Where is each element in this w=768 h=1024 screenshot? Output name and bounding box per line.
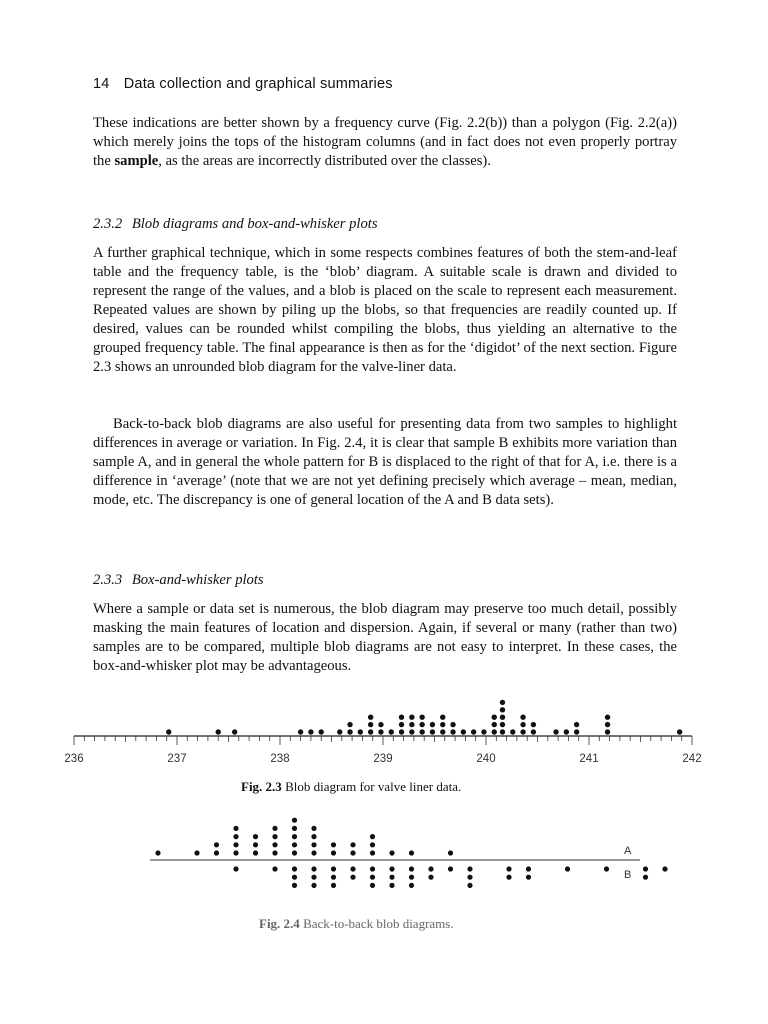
blob-sample-a bbox=[233, 850, 238, 855]
blob-sample-b bbox=[604, 866, 609, 871]
blob-sample-b bbox=[311, 866, 316, 871]
blob-sample-a bbox=[409, 850, 414, 855]
blob-sample-b bbox=[292, 875, 297, 880]
tick-label: 237 bbox=[167, 753, 187, 765]
blob-sample-a bbox=[292, 842, 297, 847]
figure-caption-2-3 bbox=[241, 779, 461, 795]
data-blob bbox=[358, 729, 363, 734]
tick-label: 242 bbox=[682, 753, 702, 765]
blob-sample-b bbox=[233, 866, 238, 871]
data-blob bbox=[450, 729, 455, 734]
blob-sample-b bbox=[409, 883, 414, 888]
bold-term-sample: sample bbox=[114, 153, 159, 169]
blob-sample-b bbox=[292, 866, 297, 871]
blob-sample-b bbox=[370, 866, 375, 871]
data-blob bbox=[492, 715, 497, 720]
series-label-a: A bbox=[624, 845, 632, 857]
data-blob bbox=[531, 722, 536, 727]
data-blob bbox=[450, 722, 455, 727]
blob-sample-b bbox=[662, 866, 667, 871]
blob-sample-b bbox=[311, 875, 316, 880]
paragraph-2: A further graphical technique, which in some respects combines features of both the stem-and-leaf table and the frequency table, is the ‘blob’ diagram. A suitable scale is drawn and divided to represent the range of the values, and a blob is placed on the scale to represent each measurement. Repeated values are shown by piling up the blobs, so that frequencies are readily counted up. If desired, values can be rounded whilst compiling the blobs, thus yielding an alternative to the grouped frequency table. The final appearance is then as for the ‘digidot’ of the next section. Figure 2.3 shows an unrounded blob diagram for the valve-liner data. bbox=[93, 245, 677, 375]
data-blob bbox=[531, 729, 536, 734]
paragraph-1 bbox=[93, 114, 677, 171]
blob-sample-b bbox=[448, 866, 453, 871]
data-blob bbox=[461, 729, 466, 734]
blob-sample-a bbox=[272, 842, 277, 847]
blob-sample-b bbox=[506, 866, 511, 871]
blob-sample-a bbox=[272, 834, 277, 839]
data-blob bbox=[440, 729, 445, 734]
data-blob bbox=[500, 729, 505, 734]
tick-label: 241 bbox=[579, 753, 599, 765]
blob-sample-a bbox=[311, 834, 316, 839]
blob-sample-b bbox=[409, 875, 414, 880]
data-blob bbox=[574, 729, 579, 734]
blob-sample-b bbox=[331, 875, 336, 880]
running-title: Data collection and graphical summaries bbox=[123, 76, 393, 92]
blob-sample-b bbox=[467, 875, 472, 880]
data-blob bbox=[430, 729, 435, 734]
tick-label: 238 bbox=[270, 753, 290, 765]
blob-sample-a bbox=[292, 834, 297, 839]
data-blob bbox=[319, 729, 324, 734]
data-blob bbox=[419, 722, 424, 727]
data-blob bbox=[510, 729, 515, 734]
data-blob bbox=[166, 729, 171, 734]
data-blob bbox=[368, 715, 373, 720]
blob-sample-b bbox=[467, 883, 472, 888]
blob-sample-b bbox=[370, 883, 375, 888]
data-blob bbox=[520, 715, 525, 720]
data-blob bbox=[419, 715, 424, 720]
blob-sample-a bbox=[253, 850, 258, 855]
blob-sample-a bbox=[214, 850, 219, 855]
blob-sample-a bbox=[350, 850, 355, 855]
data-blob bbox=[492, 729, 497, 734]
figure-label: Fig. 2.4 bbox=[259, 916, 300, 931]
data-blob bbox=[605, 729, 610, 734]
blob-sample-b bbox=[292, 883, 297, 888]
blob-sample-a bbox=[253, 834, 258, 839]
series-label-b: B bbox=[624, 869, 632, 881]
blob-sample-a bbox=[370, 834, 375, 839]
section-heading-2-3-3 bbox=[93, 572, 264, 589]
blob-sample-b bbox=[389, 883, 394, 888]
blob-sample-b bbox=[526, 866, 531, 871]
figure-caption-2-4 bbox=[259, 916, 454, 932]
blob-sample-a bbox=[331, 842, 336, 847]
blob-sample-a bbox=[292, 818, 297, 823]
section-heading-2-3-2 bbox=[93, 216, 378, 233]
blob-sample-b bbox=[643, 875, 648, 880]
blob-sample-b bbox=[311, 883, 316, 888]
blob-sample-a bbox=[370, 850, 375, 855]
data-blob bbox=[471, 729, 476, 734]
data-blob bbox=[409, 722, 414, 727]
blob-sample-a bbox=[350, 842, 355, 847]
blob-sample-b bbox=[389, 875, 394, 880]
blob-sample-b bbox=[331, 866, 336, 871]
paragraph-3: Back-to-back blob diagrams are also useful for presenting data from two samples to highlight differences in average or variation. In Fig. 2.4, it is clear that sample B exhibits more variation than sample A, and in general the whole pattern for B is displaced to the right of that for A, i.e. there is a difference in ‘average’ (note that we are not yet defining precisely which average – mean, median, mode, etc. The discrepancy is one of general location of the A and B data sets). bbox=[93, 416, 677, 508]
blob-sample-b bbox=[350, 875, 355, 880]
blob-sample-b bbox=[467, 866, 472, 871]
blob-sample-a bbox=[272, 826, 277, 831]
section-number: 2.3.3 bbox=[93, 572, 123, 588]
data-blob bbox=[520, 722, 525, 727]
figure-caption-text: Blob diagram for valve liner data. bbox=[285, 779, 462, 794]
blob-sample-b bbox=[331, 883, 336, 888]
data-blob bbox=[409, 715, 414, 720]
data-blob bbox=[409, 729, 414, 734]
page-number: 14 bbox=[93, 76, 110, 92]
tick-label: 240 bbox=[476, 753, 496, 765]
blob-sample-b bbox=[428, 875, 433, 880]
data-blob bbox=[368, 729, 373, 734]
blob-sample-a bbox=[311, 850, 316, 855]
section-title: Blob diagrams and box-and-whisker plots bbox=[131, 216, 378, 232]
figure-label: Fig. 2.3 bbox=[241, 779, 282, 794]
paragraph-1-text-b: , as the areas are incorrectly distributed over the classes). bbox=[158, 153, 491, 169]
data-blob bbox=[399, 722, 404, 727]
data-blob bbox=[500, 707, 505, 712]
data-blob bbox=[399, 715, 404, 720]
data-blob bbox=[232, 729, 237, 734]
blob-sample-b bbox=[506, 875, 511, 880]
blob-sample-b bbox=[272, 866, 277, 871]
blob-sample-a bbox=[311, 842, 316, 847]
blob-sample-a bbox=[233, 842, 238, 847]
section-title: Box-and-whisker plots bbox=[131, 572, 264, 588]
data-blob bbox=[419, 729, 424, 734]
figure-caption-text: Back-to-back blob diagrams. bbox=[303, 916, 454, 931]
data-blob bbox=[440, 722, 445, 727]
blob-sample-a bbox=[389, 850, 394, 855]
data-blob bbox=[520, 729, 525, 734]
data-blob bbox=[492, 722, 497, 727]
data-blob bbox=[500, 700, 505, 705]
data-blob bbox=[574, 722, 579, 727]
data-blob bbox=[378, 729, 383, 734]
blob-sample-b bbox=[565, 866, 570, 871]
data-blob bbox=[564, 729, 569, 734]
data-blob bbox=[605, 722, 610, 727]
blob-sample-a bbox=[370, 842, 375, 847]
data-blob bbox=[347, 722, 352, 727]
blob-diagram-fig-2-3 bbox=[0, 696, 768, 776]
paragraph-1-text-a: These indications are better shown by a frequency curve (Fig. 2.2(b)) than a polygon (Fig. 2.2(a)) which merely joins the tops of the histogram columns (and in fact does not even properly portray the bbox=[93, 115, 677, 169]
blob-sample-b bbox=[409, 866, 414, 871]
blob-sample-a bbox=[253, 842, 258, 847]
data-blob bbox=[430, 722, 435, 727]
data-blob bbox=[378, 722, 383, 727]
blob-sample-b bbox=[370, 875, 375, 880]
blob-sample-b bbox=[389, 866, 394, 871]
data-blob bbox=[308, 729, 313, 734]
running-head bbox=[93, 76, 393, 92]
blob-sample-a bbox=[214, 842, 219, 847]
data-blob bbox=[677, 729, 682, 734]
data-blob bbox=[389, 729, 394, 734]
paragraph-4: Where a sample or data set is numerous, the blob diagram may preserve too much detail, possibly masking the main features of location and dispersion. Again, if several or many (rather than two) samples are to be compared, multiple blob diagrams are not easy to interpret. In these cases, the box-and-whisker plot may be advantageous. bbox=[93, 601, 677, 674]
back-to-back-blob-diagram-fig-2-4 bbox=[0, 802, 768, 912]
data-blob bbox=[216, 729, 221, 734]
blob-sample-a bbox=[311, 826, 316, 831]
blob-sample-a bbox=[448, 850, 453, 855]
tick-label: 236 bbox=[64, 753, 84, 765]
blob-sample-b bbox=[350, 866, 355, 871]
blob-sample-a bbox=[272, 850, 277, 855]
blob-sample-b bbox=[428, 866, 433, 871]
data-blob bbox=[298, 729, 303, 734]
data-blob bbox=[337, 729, 342, 734]
data-blob bbox=[368, 722, 373, 727]
section-number: 2.3.2 bbox=[93, 216, 123, 232]
blob-sample-a bbox=[331, 850, 336, 855]
data-blob bbox=[500, 715, 505, 720]
data-blob bbox=[440, 715, 445, 720]
blob-sample-b bbox=[526, 875, 531, 880]
blob-sample-a bbox=[292, 850, 297, 855]
data-blob bbox=[500, 722, 505, 727]
data-blob bbox=[553, 729, 558, 734]
data-blob bbox=[347, 729, 352, 734]
blob-sample-a bbox=[233, 826, 238, 831]
blob-sample-a bbox=[155, 850, 160, 855]
blob-sample-b bbox=[643, 866, 648, 871]
data-blob bbox=[605, 715, 610, 720]
blob-sample-a bbox=[233, 834, 238, 839]
blob-sample-a bbox=[194, 850, 199, 855]
tick-label: 239 bbox=[373, 753, 393, 765]
data-blob bbox=[399, 729, 404, 734]
blob-sample-a bbox=[292, 826, 297, 831]
data-blob bbox=[481, 729, 486, 734]
